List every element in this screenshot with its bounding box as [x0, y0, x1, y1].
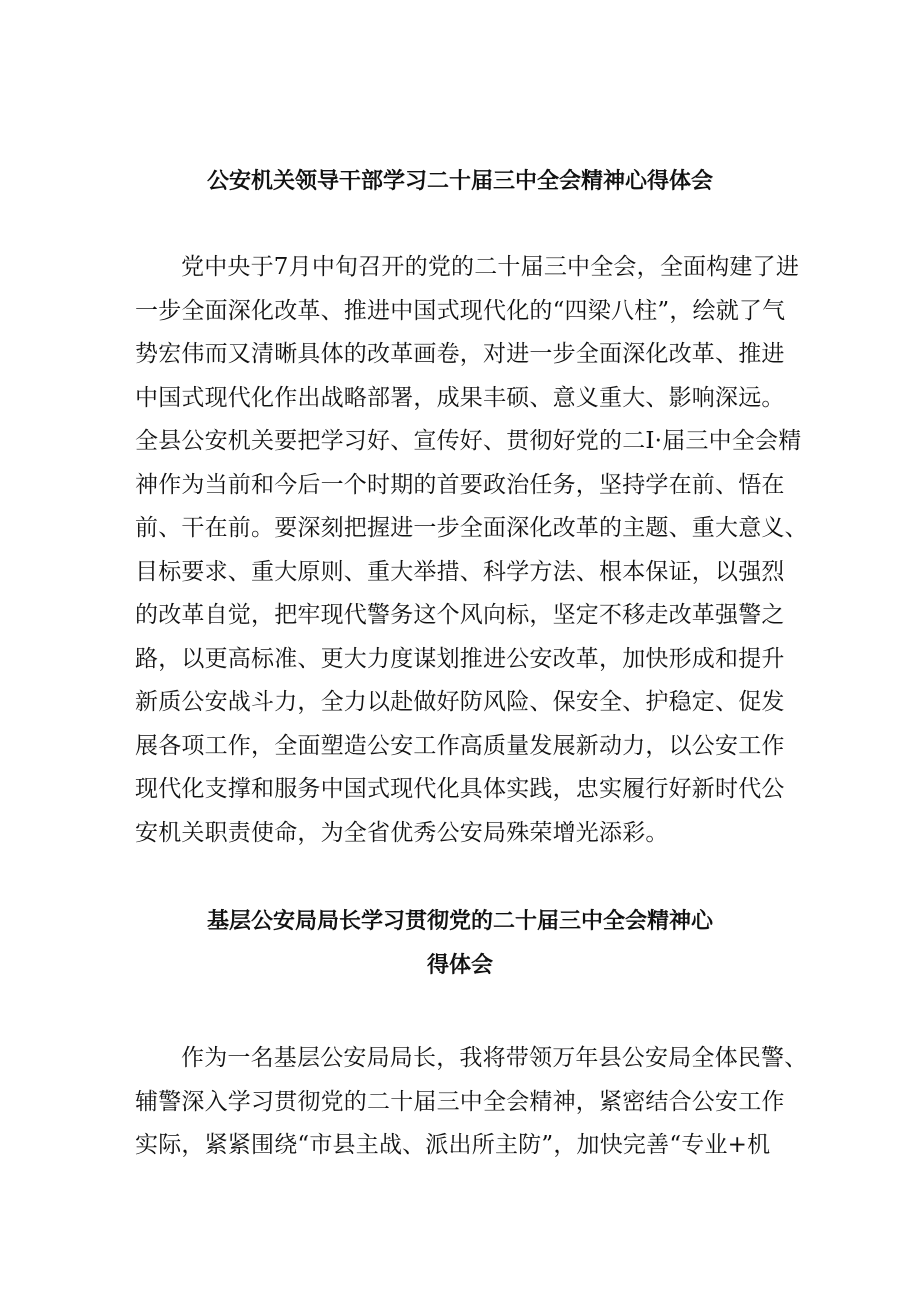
- paragraph-line: 展各项工作，全面塑造公安工作高质量发展新动力，以公安工作: [135, 732, 785, 759]
- paragraph-line: 全县公安机关要把学习好、宣传好、贯彻好党的二I·届三中全会精: [135, 428, 802, 454]
- paragraph-line: 作为一名基层公安局局长，我将带领万年县公安局全体民警、: [181, 1045, 808, 1071]
- paragraph-line: 一步全面深化改革、推进中国式现代化的“四梁八柱”，绘就了气: [135, 297, 786, 324]
- title-line: 基层公安局局长学习贯彻党的二十届三中全会精神心: [206, 909, 713, 934]
- section-2-title: [0, 900, 920, 988]
- paragraph-line: 前、干在前。要深刻把握进一步全面深化改革的主题、重大意义、: [135, 515, 808, 541]
- paragraph-line: 新质公安战斗力，全力以赴做好防风险、保安全、护稳定、促发: [135, 689, 785, 715]
- paragraph-line: 实际，紧紧围绕“市县主战、派出所主防”，加快完善“专业+机: [135, 1132, 771, 1158]
- paragraph-line: 势宏伟而又清晰具体的改革画卷，对进一步全面深化改革、推进: [135, 341, 785, 367]
- paragraph-line: 中国式现代化作出战略部署，成果丰硕、意义重大、影响深远。: [135, 384, 785, 411]
- paragraph-line: 辅警深入学习贯彻党的二十届三中全会精神，紧密结合公安工作: [135, 1088, 785, 1115]
- paragraph-line: 安机关职责使命，为全省优秀公安局殊荣增光添彩。: [135, 819, 669, 846]
- paragraph-line: 党中央于7月中旬召开的党的二十届三中全会，全面构建了进: [181, 254, 800, 280]
- section-1-paragraph: [135, 246, 808, 855]
- paragraph-line: 神作为当前和今后一个时期的首要政治任务，坚持学在前、悟在: [135, 471, 785, 498]
- paragraph-line: 现代化支撑和服务中国式现代化具体实践，忠实履行好新时代公: [135, 776, 785, 802]
- section-1-title: 公安机关领导干部学习二十届三中全会精神心得体会: [206, 169, 713, 194]
- section-2-paragraph: [135, 1037, 808, 1168]
- paragraph-line: 的改革自觉，把牢现代警务这个风向标，坚定不移走改革强警之: [135, 602, 785, 628]
- paragraph-line: 路，以更高标准、更大力度谋划推进公安改革，加快形成和提升: [135, 645, 785, 672]
- paragraph-line: 目标要求、重大原则、重大举措、科学方法、根本保证，以强烈: [135, 558, 785, 585]
- title-line: 得体会: [426, 953, 493, 978]
